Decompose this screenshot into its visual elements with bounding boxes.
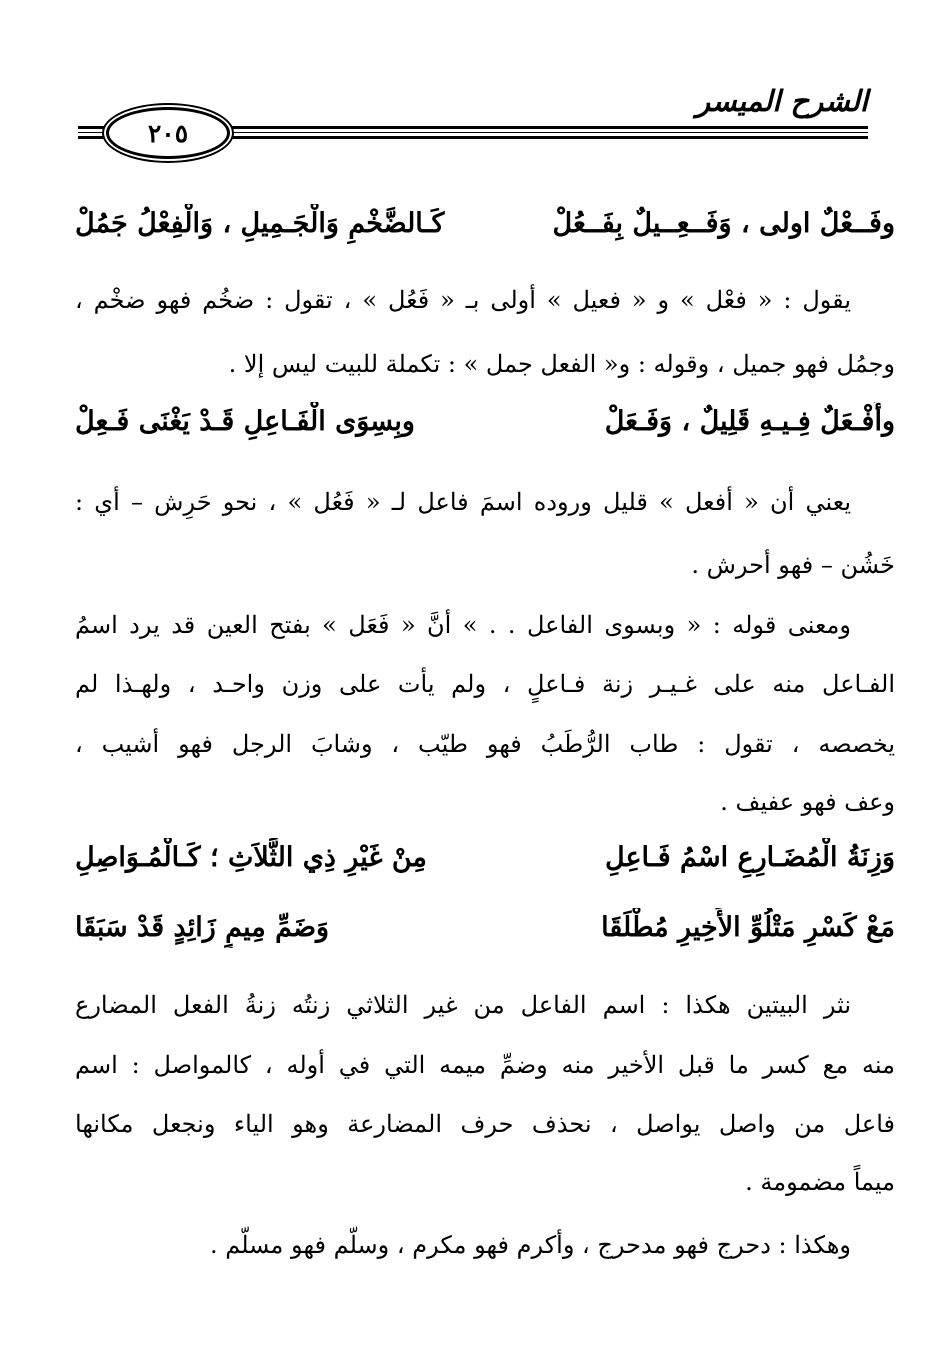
page-number: ٢٠٥ xyxy=(147,118,189,148)
verse-line xyxy=(75,908,895,948)
paragraph-line: يخصصه ، تقول : طاب الرُّطَبُ فهو طيّب ، وشابَ الرجل فهو أشيب ، xyxy=(75,730,895,758)
page-header xyxy=(78,80,868,160)
page-number-frame xyxy=(106,107,230,159)
paragraph-line: وهكذا : دحرج فهو مدحرج ، وأكرم فهو مكرم ، وسلّم فهو مسلّم . xyxy=(209,1231,851,1259)
paragraph-line: نثر البيتين هكذا : اسم الفاعل من غير الثلاثي زنتُه زنةُ الفعل المضارع xyxy=(75,991,851,1019)
verse-line xyxy=(75,402,895,442)
running-title: الشرح الميسر xyxy=(696,84,868,118)
verse-hemistich-left: وَضَمِّ مِيمٍ زَائِدٍ قَدْ سَبَقَا xyxy=(75,912,330,943)
paragraph-line: يقول : « فعْل » و « فعيل » أولى بـ « فَعُل » ، تقول : ضخُم فهو ضخْم ، xyxy=(75,286,851,314)
verse-hemistich-right: وَزِنَةُ الْمُضَـارِعِ اسْمُ فَـاعِلِ xyxy=(605,842,895,873)
paragraph-line: وعف فهو عفيف . xyxy=(720,788,895,816)
verse-line xyxy=(75,838,895,878)
verse-hemistich-right: وأَفْـعَلٌ فِـيـهِ قَلِيلٌ ، وَفَـعَلْ xyxy=(604,406,895,437)
verse-line xyxy=(75,204,895,244)
verse-hemistich-right: مَعْ كَسْرِ مَتْلُوِّ الأَخِيرِ مُطْلَقَا xyxy=(601,912,895,943)
paragraph-line: وجمُل فهو جميل ، وقوله : و« الفعل جمل » : تكملة للبيت ليس إلا . xyxy=(228,350,895,378)
paragraph-line: يعني أن « أفعل » قليل وروده اسمَ فاعل لـ « فَعُل » ، نحو حَرِش – أي : xyxy=(75,488,851,516)
verse-hemistich-left: كَـالضَّخْمِ وَالْجَـمِيلِ ، وَالْفِعْلُ جَمُلْ xyxy=(75,208,445,239)
verse-hemistich-left: وبِسِوَى الْفَـاعِلِ قَـدْ يَغْنَى فَـعِلْ xyxy=(75,406,415,437)
verse-hemistich-right: وفَــعْلٌ اولى ، وَفَــعِــيلٌ بِفَــعُلْ xyxy=(552,208,895,239)
verse-hemistich-left: مِنْ غَيْرِ ذِي الثَّلاَثِ ؛ كَـالْمُـوَاصِلِ xyxy=(75,842,427,873)
paragraph-line: خَشُن – فهو أحرش . xyxy=(691,551,895,579)
paragraph-line: فاعل من واصل يواصل ، نحذف حرف المضارعة وهو الياء ونجعل مكانها xyxy=(75,1110,895,1138)
paragraph-line: الفـاعل منه على غـيـر زنة فـاعلٍ ، ولم يأت على وزن واحـد ، ولهـذا لم xyxy=(75,670,895,698)
paragraph-line: ومعنى قوله : « وبسوى الفاعل . . » أنَّ « فَعَل » بفتح العين قد يرد اسمُ xyxy=(75,611,851,639)
paragraph-line: ميماً مضمومة . xyxy=(745,1168,895,1196)
paragraph-line: منه مع كسر ما قبل الأخير منه وضمِّ ميمه التي في أوله ، كالمواصل : اسم xyxy=(75,1051,895,1079)
